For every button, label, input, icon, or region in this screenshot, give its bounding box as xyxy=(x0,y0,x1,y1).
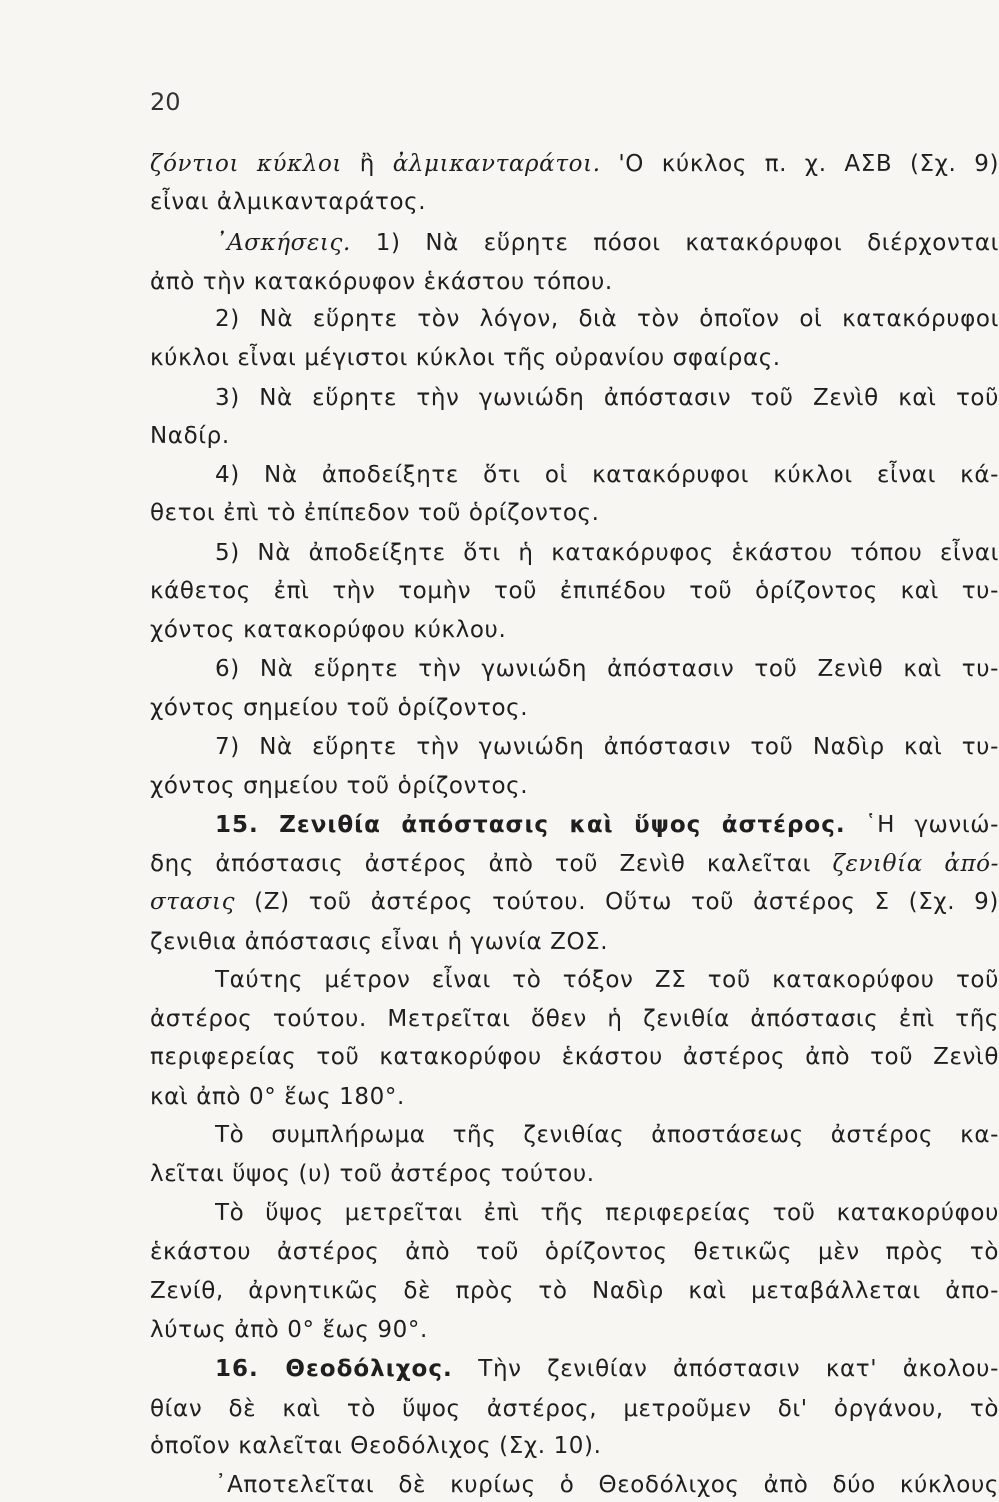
text-line xyxy=(150,885,999,919)
italic-term: ᾿Ασκήσεις. xyxy=(215,230,351,256)
text-line xyxy=(215,458,999,492)
text-line xyxy=(150,613,999,647)
text-span: χόντος σημείου τοῦ ὁρίζοντος. xyxy=(150,695,529,721)
text-line xyxy=(150,1235,999,1269)
section-heading: 15. Ζενιθία ἀπόστασις καὶ ὕψος ἀστέρος. xyxy=(215,812,846,838)
text-span: ᾿Αποτελεῖται δὲ κυρίως ὁ Θεοδόλιχος ἀπὸ δύο κύκλους xyxy=(215,1472,999,1498)
text-line xyxy=(150,147,999,181)
text-span: περιφερείας τοῦ κατακορύφου ἑκάστου ἀστέρος ἀπὸ τοῦ Ζενὶθ xyxy=(150,1044,999,1070)
text-span: θετοι ἐπὶ τὸ ἐπίπεδον τοῦ ὁρίζοντος. xyxy=(150,500,600,526)
text-span: Τὴν ζενιθίαν ἀπόστασιν κατ' ἀκολου- xyxy=(452,1356,999,1382)
text-line xyxy=(215,808,999,842)
text-span: χόντος κατακορύφου κύκλου. xyxy=(150,617,507,643)
text-span: ῾Η γωνιώ- xyxy=(845,812,999,838)
text-span: χόντος σημείου τοῦ ὁρίζοντος. xyxy=(150,773,529,799)
text-line xyxy=(150,574,999,608)
text-span: λεῖται ὕψος (υ) τοῦ ἀστέρος τούτου. xyxy=(150,1161,595,1187)
text-line xyxy=(150,847,999,881)
text-line xyxy=(150,769,999,803)
text-line xyxy=(215,652,999,686)
text-span: 6) Νὰ εὕρητε τὴν γωνιώδη ἀπόστασιν τοῦ Ζενὶθ καὶ τυ- xyxy=(215,656,999,682)
text-span: καὶ ἀπὸ 0° ἕως 180°. xyxy=(150,1084,405,1110)
text-line xyxy=(150,341,999,375)
italic-term: ζόντιοι κύκλοι xyxy=(150,151,343,177)
text-span: 2) Νὰ εὕρητε τὸν λόγον, διὰ τὸν ὁποῖον οἱ κατακόρυφοι xyxy=(215,306,999,332)
text-span: (Ζ) τοῦ ἀστέρος τούτου. Οὕτω τοῦ ἀστέρος Σ (Σχ. 9) xyxy=(235,889,999,915)
text-span: ἀστέρος τούτου. Μετρεῖται ὅθεν ἡ ζενιθία ἀπόστασις ἐπὶ τῆς xyxy=(150,1006,999,1032)
text-span: δης ἀπόστασις ἀστέρος ἀπὸ τοῦ Ζενὶθ καλεῖται xyxy=(150,851,833,877)
text-span: 1) Νὰ εὕρητε πόσοι κατακόρυφοι διέρχονται xyxy=(350,230,999,256)
text-span: 5) Νὰ ἀποδείξητε ὅτι ἡ κατακόρυφος ἑκάστου τόπου εἶναι xyxy=(215,540,999,566)
text-line xyxy=(215,226,999,260)
text-span: λύτως ἀπὸ 0° ἕως 90°. xyxy=(150,1317,428,1343)
section-heading: 16. Θεοδόλιχος. xyxy=(215,1356,453,1382)
text-line xyxy=(215,1118,999,1152)
text-span: 4) Νὰ ἀποδείξητε ὅτι οἱ κατακόρυφοι κύκλοι εἶναι κά- xyxy=(215,462,999,488)
text-span: ζενιθια ἀπόστασις εἶναι ἡ γωνία ΖΟΣ. xyxy=(150,929,609,955)
text-line xyxy=(215,963,999,997)
text-span: ὁποῖον καλεῖται Θεοδόλιχος (Σχ. 10). xyxy=(150,1433,602,1459)
text-line xyxy=(150,1274,999,1308)
text-line xyxy=(215,1468,999,1502)
text-span: ἢ xyxy=(342,151,393,177)
text-span: Ταύτης μέτρον εἶναι τὸ τόξον ΖΣ τοῦ κατακορύφου τοῦ xyxy=(215,967,999,993)
text-line xyxy=(150,185,999,219)
text-line xyxy=(150,1313,999,1347)
text-line xyxy=(215,381,999,415)
italic-term: ἀλμικανταράτοι. xyxy=(392,151,601,177)
text-line xyxy=(150,1429,999,1463)
text-line xyxy=(150,265,999,299)
italic-term: στασις xyxy=(150,889,236,915)
text-span: 7) Νὰ εὕρητε τὴν γωνιώδη ἀπόστασιν τοῦ Ναδὶρ καὶ τυ- xyxy=(215,734,999,760)
text-span: κάθετος ἐπὶ τὴν τομὴν τοῦ ἐπιπέδου τοῦ ὁρίζοντος καὶ τυ- xyxy=(150,578,999,604)
text-span: Ζενίθ, ἀρνητικῶς δὲ πρὸς τὸ Ναδὶρ καὶ μεταβάλλεται ἀπο- xyxy=(150,1278,999,1304)
text-line xyxy=(215,730,999,764)
text-span: Τὸ συμπλήρωμα τῆς ζενιθίας ἀποστάσεως ἀστέρος κα- xyxy=(215,1122,999,1148)
text-span: ἀπὸ τὴν κατακόρυφον ἑκάστου τόπου. xyxy=(150,269,613,295)
text-span: εἶναι ἀλμικανταράτος. xyxy=(150,189,427,215)
text-line xyxy=(150,1040,999,1074)
text-line xyxy=(215,536,999,570)
text-line xyxy=(150,1002,999,1036)
text-line xyxy=(150,419,999,453)
text-span: 3) Νὰ εὕρητε τὴν γωνιώδη ἀπόστασιν τοῦ Ζενὶθ καὶ τοῦ xyxy=(215,385,999,411)
text-line xyxy=(150,496,999,530)
text-span: 'Ο κύκλος π. χ. ΑΣΒ (Σχ. 9) xyxy=(600,151,999,177)
text-line xyxy=(150,1157,999,1191)
text-span: Ναδίρ. xyxy=(150,423,230,449)
text-span: θίαν δὲ καὶ τὸ ὕψος ἀστέρος, μετροῦμεν δι' ὀργάνου, τὸ xyxy=(150,1396,999,1422)
text-line xyxy=(215,1196,999,1230)
page-number: 20 xyxy=(150,88,181,116)
text-line xyxy=(150,1080,999,1114)
text-line xyxy=(150,691,999,725)
text-line xyxy=(150,1392,999,1426)
italic-term: ζενιθία ἀπό- xyxy=(832,851,999,877)
text-line xyxy=(150,925,999,959)
text-line xyxy=(215,302,999,336)
text-span: κύκλοι εἶναι μέγιστοι κύκλοι τῆς οὐρανίου σφαίρας. xyxy=(150,345,781,371)
text-span: Τὸ ὕψος μετρεῖται ἐπὶ τῆς περιφερείας τοῦ κατακορύφου xyxy=(215,1200,999,1226)
text-line xyxy=(215,1352,999,1386)
text-span: ἑκάστου ἀστέρος ἀπὸ τοῦ ὁρίζοντος θετικῶς μὲν πρὸς τὸ xyxy=(150,1239,999,1265)
